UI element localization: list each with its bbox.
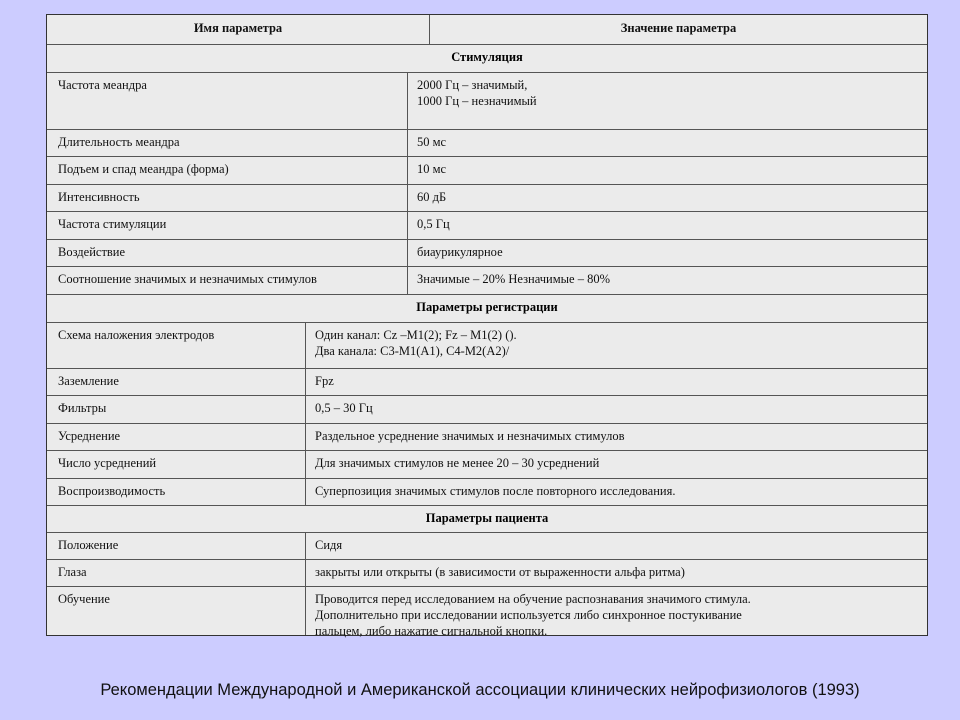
param-name: Глаза (58, 565, 87, 579)
section-row (47, 295, 927, 323)
table-row (47, 479, 927, 506)
param-value: Для значимых стимулов не менее 20 – 30 усреднений (305, 451, 927, 478)
param-value: Проводится перед исследованием на обучение распознавания значимого стимула. Дополнительно при исследовании используется либо синхронное постукивание пальцем, либо нажатие сигнальной кнопки. (305, 587, 927, 635)
section-title-patient: Параметры пациента (425, 511, 549, 525)
table-row (47, 130, 927, 157)
table-row (47, 560, 927, 587)
param-value: Раздельное усреднение значимых и незначимых стимулов (305, 424, 927, 450)
header-param-value: Значение параметра (429, 15, 927, 44)
param-name: Положение (58, 538, 119, 552)
param-name: Обучение (58, 592, 110, 606)
param-value: биаурикулярное (407, 240, 927, 266)
table-row (47, 240, 927, 267)
param-value: 0,5 Гц (407, 212, 927, 239)
param-name: Воздействие (58, 245, 126, 259)
source-caption: Рекомендации Международной и Американской ассоциации клинических нейрофизиологов (1993) (100, 681, 860, 699)
table-row (47, 323, 927, 369)
table-header-row (47, 15, 927, 45)
param-value: Суперпозиция значимых стимулов после повторного исследования. (305, 479, 927, 505)
param-name: Подъем и спад меандра (форма) (58, 162, 229, 176)
parameters-table (46, 14, 928, 636)
table-row (47, 185, 927, 212)
table-row (47, 451, 927, 479)
param-value: 2000 Гц – значимый, 1000 Гц – незначимый (407, 73, 927, 129)
param-name: Схема наложения электродов (58, 328, 215, 342)
param-value: Сидя (305, 533, 927, 559)
param-value: закрыты или открыты (в зависимости от выраженности альфа ритма) (305, 560, 927, 586)
param-name: Частота стимуляции (58, 217, 167, 231)
param-name: Длительность меандра (58, 135, 180, 149)
section-row (47, 506, 927, 533)
param-value: 10 мс (407, 157, 927, 184)
table-row (47, 73, 927, 130)
param-name: Интенсивность (58, 190, 140, 204)
param-name: Воспроизводимость (58, 484, 166, 498)
param-value: 0,5 – 30 Гц (305, 396, 927, 423)
table-row (47, 157, 927, 185)
table-row (47, 587, 927, 638)
table-row (47, 533, 927, 560)
param-value: Значимые – 20% Незначимые – 80% (407, 267, 927, 294)
param-name: Усреднение (58, 429, 121, 443)
table-row (47, 369, 927, 396)
param-value: 60 дБ (407, 185, 927, 211)
section-title-registration: Параметры регистрации (416, 300, 558, 314)
param-value: Один канал: Cz –M1(2); Fz – M1(2) (). Два канала: C3-M1(A1), C4-M2(A2)/ (305, 323, 927, 368)
param-name: Частота меандра (58, 78, 147, 92)
table-row (47, 396, 927, 424)
section-title-stimulation: Стимуляция (451, 50, 523, 64)
param-value: 50 мс (407, 130, 927, 156)
param-name: Соотношение значимых и незначимых стимулов (58, 272, 317, 286)
table-row (47, 424, 927, 451)
section-row (47, 45, 927, 73)
table-row (47, 267, 927, 295)
header-param-name: Имя параметра (193, 21, 283, 35)
param-value: Fpz (305, 369, 927, 395)
param-name: Фильтры (58, 401, 107, 415)
param-name: Заземление (58, 374, 119, 388)
table-row (47, 212, 927, 240)
param-name: Число усреднений (58, 456, 157, 470)
